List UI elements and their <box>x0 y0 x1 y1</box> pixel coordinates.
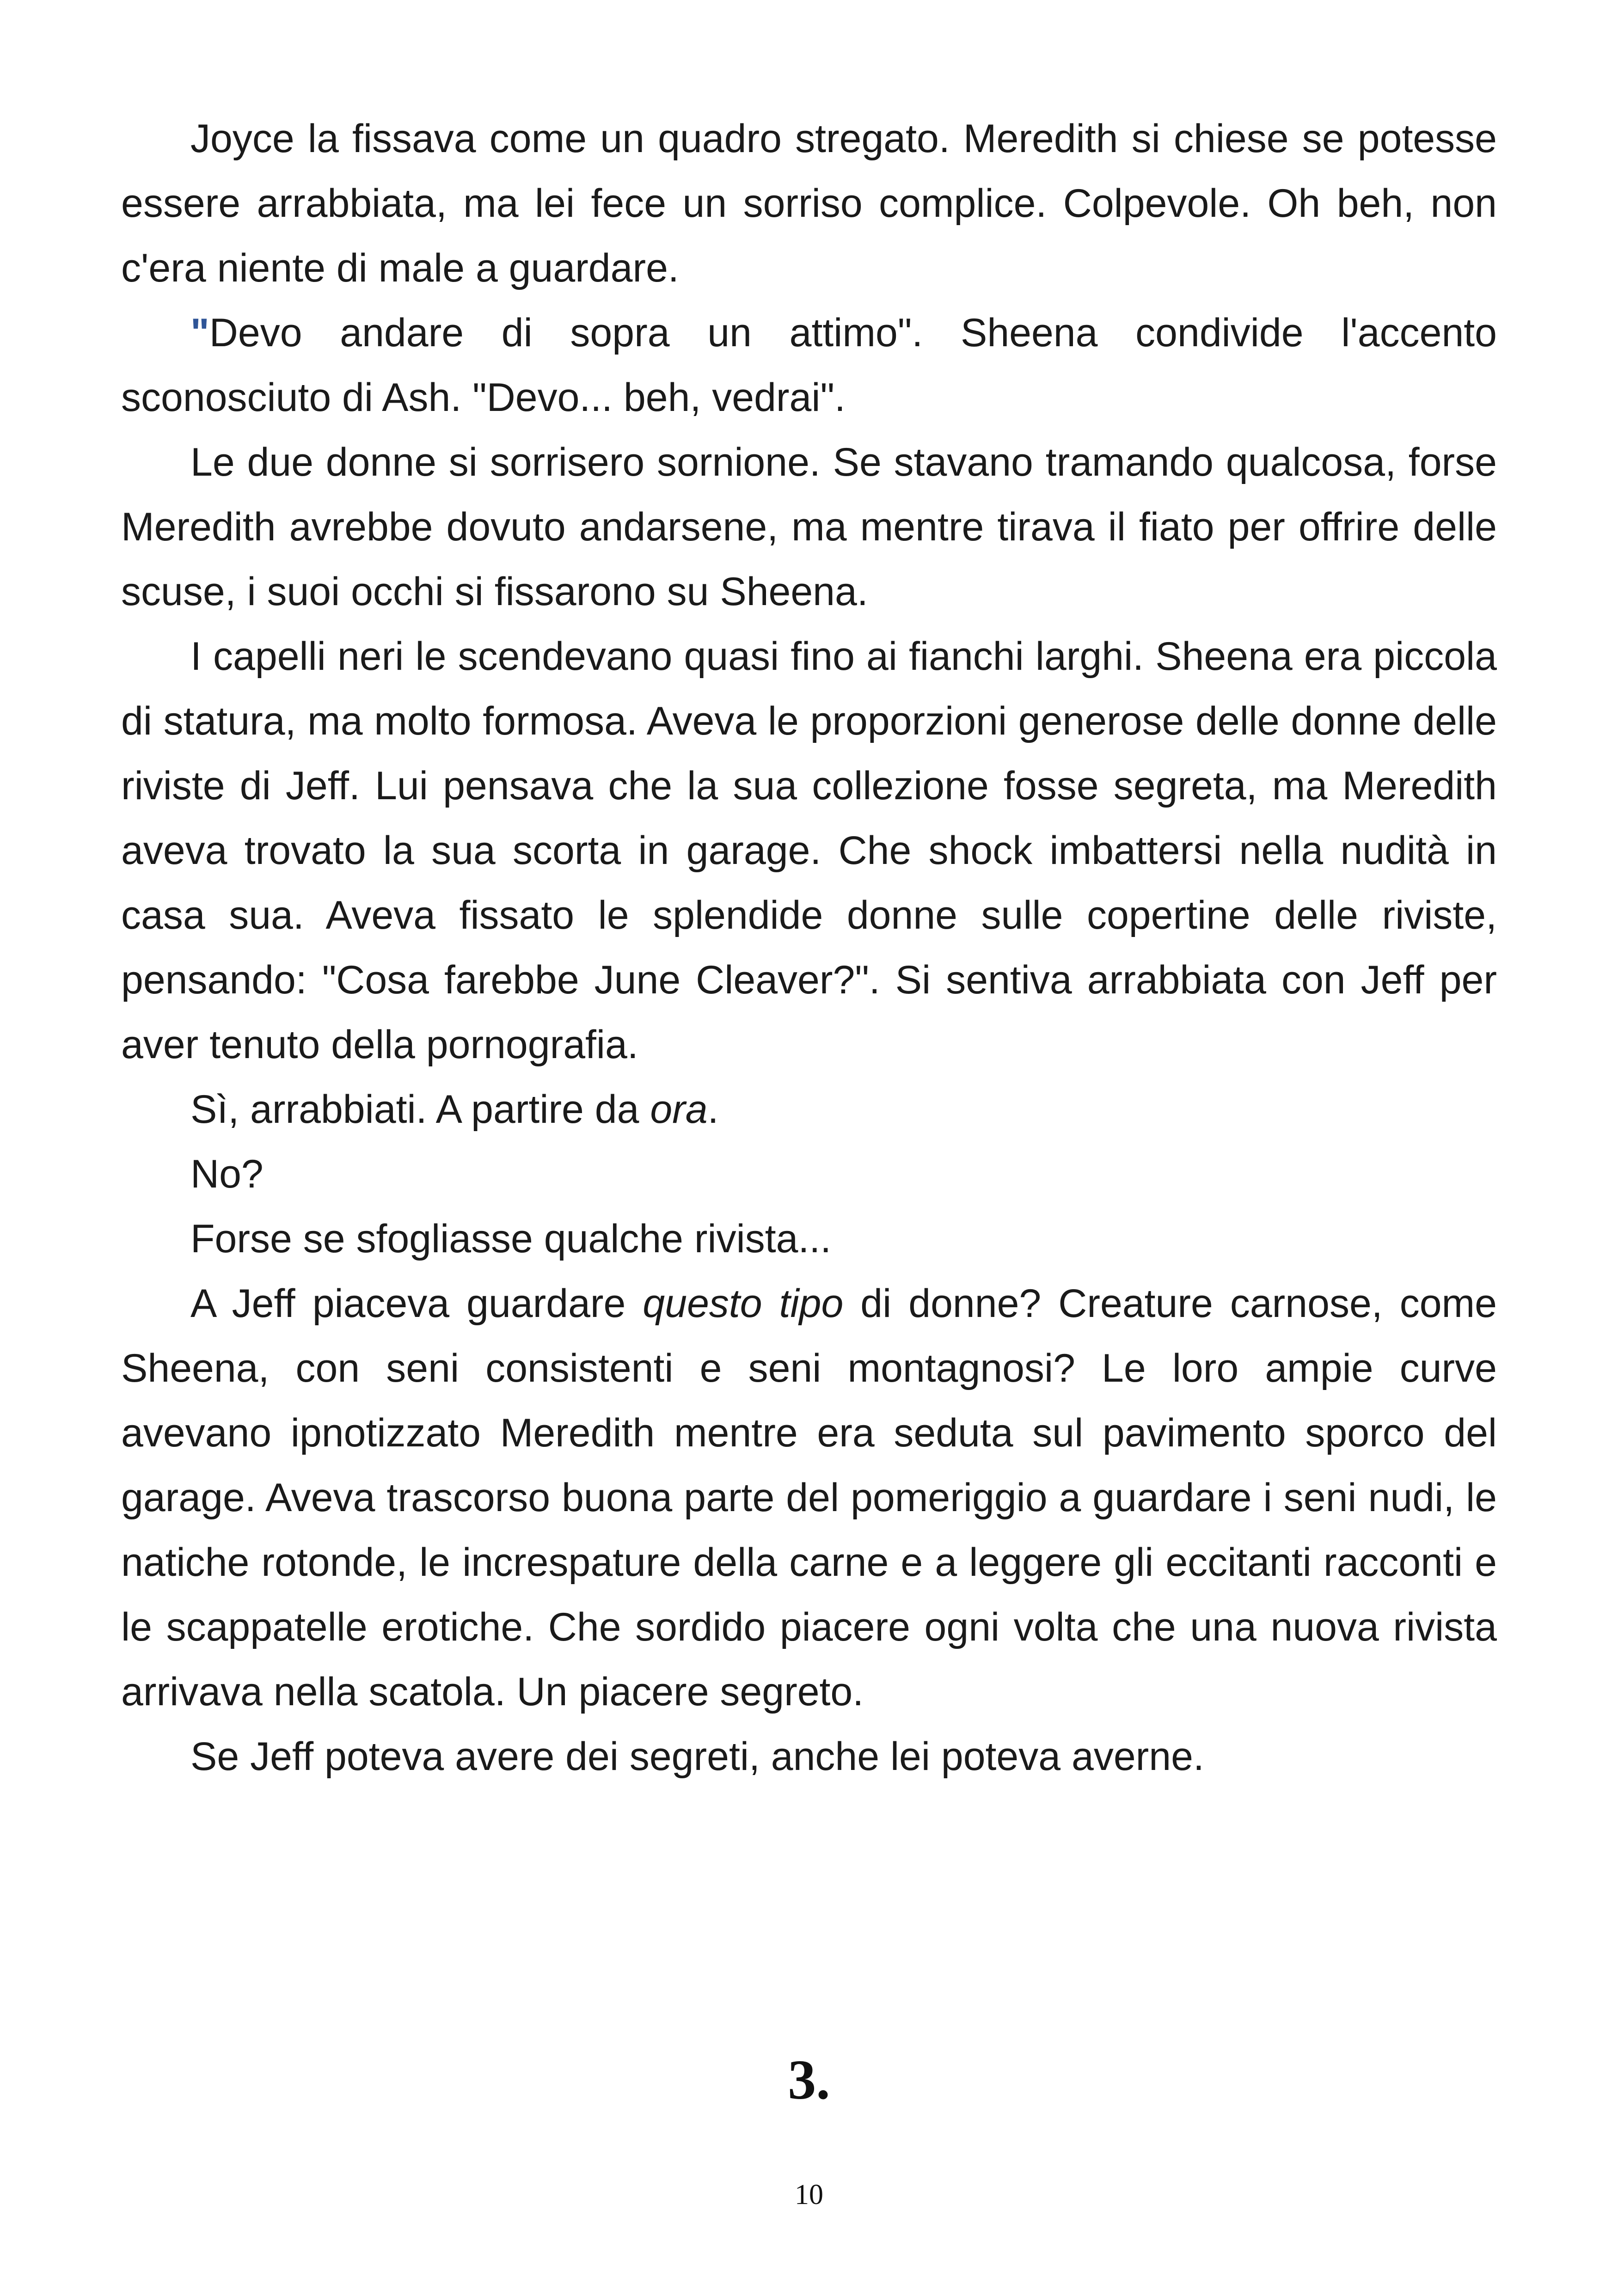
paragraph <box>121 1142 1497 1206</box>
text-segment: di donne? Creature carnose, come Sheena, con seni consistenti e seni montagnosi? Le loro ampie curve avevano ipnotizzato Meredith mentre era seduta sul pavimento sporco del garage. Aveva trascorso buona parte del pomeriggio a guardare i seni nudi, le natiche rotonde, le increspature della carne e a leggere gli eccitanti racconti e le scappatelle erotiche. Che sordido piacere ogni volta che una nuova rivista arrivava nella scatola. Un piacere segreto. <box>121 1281 1497 1714</box>
text-segment: . <box>707 1087 719 1132</box>
page-number: 10 <box>795 2179 823 2210</box>
text-segment: Se Jeff poteva avere dei segreti, anche lei poteva averne. <box>190 1734 1204 1779</box>
paragraph <box>121 1077 1497 1142</box>
text-segment: Forse se sfogliasse qualche rivista... <box>190 1217 832 1261</box>
text-segment: Le due donne si sorrisero sornione. Se stavano tramando qualcosa, forse Meredith avrebbe dovuto andarsene, ma mentre tirava il fiato per offrire delle scuse, i suoi occhi si fissarono su Sheena. <box>121 440 1497 614</box>
italic-text: questo tipo <box>643 1281 844 1326</box>
text-segment: Sì, arrabbiati. A partire da <box>190 1087 650 1132</box>
text-segment: No? <box>190 1152 264 1196</box>
text-segment: A Jeff piaceva guardare <box>190 1281 643 1326</box>
body-text <box>121 106 1497 1789</box>
text-segment: Joyce la fissava come un quadro stregato. Meredith si chiese se potesse essere arrabbiata, ma lei fece un sorriso complice. Colpevole. Oh beh, non c'era niente di male a guardare. <box>121 116 1497 290</box>
paragraph <box>121 430 1497 624</box>
paragraph <box>121 624 1497 1077</box>
chapter-heading: 3. <box>788 2049 830 2111</box>
paragraph <box>121 1724 1497 1789</box>
italic-text: ora <box>650 1087 708 1132</box>
paragraph <box>121 1206 1497 1271</box>
paragraph <box>121 106 1497 300</box>
text-segment: I capelli neri le scendevano quasi fino ai fianchi larghi. Sheena era piccola di statura, ma molto formosa. Aveva le proporzioni generose delle donne delle riviste di Jeff. Lui pensava che la sua collezione fosse segreta, ma Meredith aveva trovato la sua scorta in garage. Che shock imbattersi nella nudità in casa sua. Aveva fissato le splendide donne sulle copertine delle riviste, pensando: "Cosa farebbe June Cleaver?". Si sentiva arrabbiata con Jeff per aver tenuto della pornografia. <box>121 634 1497 1067</box>
quote-mark: " <box>190 311 209 355</box>
text-segment: Devo andare di sopra un attimo". Sheena condivide l'accento sconosciuto di Ash. "Devo... beh, vedrai". <box>121 311 1497 420</box>
paragraph <box>121 1271 1497 1724</box>
paragraph <box>121 300 1497 430</box>
